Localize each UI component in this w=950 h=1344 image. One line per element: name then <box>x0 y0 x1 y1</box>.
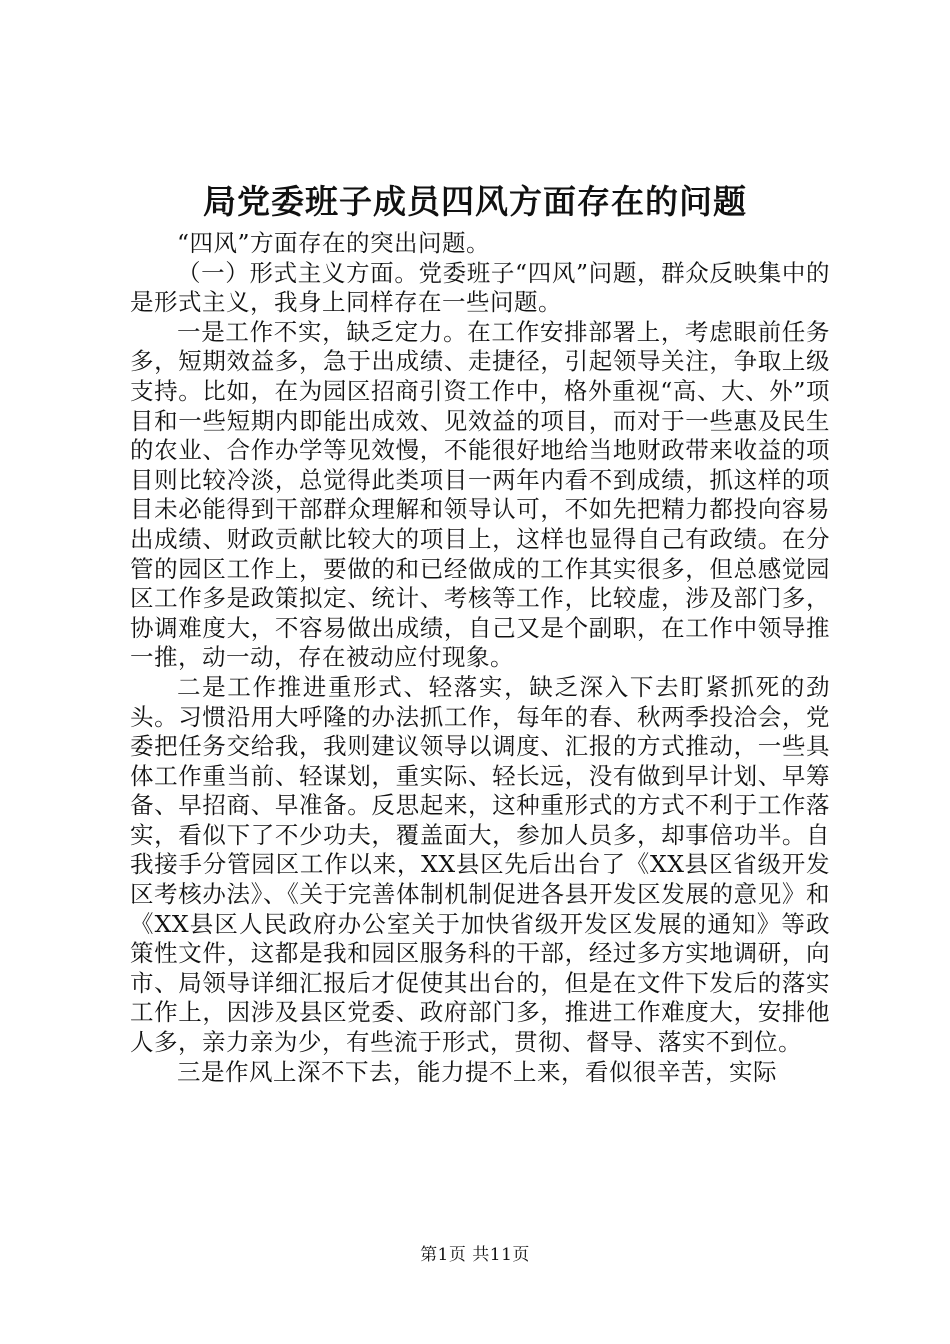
paragraph-point-three: 三是作风上深不下去，能力提不上来，看似很辛苦，实际 <box>177 1057 777 1086</box>
page-number-footer: 第1页 共11页 <box>420 1245 530 1265</box>
paragraph-formalism-intro: （一）形式主义方面。党委班子“四风”问题，群众反映集中的是形式主义，我身上同样存在一些问题。 <box>130 258 830 317</box>
document-title: 局党委班子成员四风方面存在的问题 <box>203 182 747 221</box>
document-body <box>130 229 830 1087</box>
paragraph-point-two: 二是工作推进重形式、轻落实，缺乏深入下去盯紧抓死的劲头。习惯沿用大呼隆的办法抓工作，每年的春、秋两季投洽会，党委把任务交给我，我则建议领导以调度、汇报的方式推动，一些具体工作重当前、轻谋划，重实际、轻长远，没有做到早计划、早筹备、早招商、早准备。反思起来，这种重形式的方式不利于工作落实，看似下了不少功夫，覆盖面大，参加人员多，却事倍功半。自我接手分管园区工作以来，XX县区先后出台了《XX县区省级开发区考核办法》、《关于完善体制机制促进各县开发区发展的意见》和《XX县区人民政府办公室关于加快省级开发区发展的通知》等政策性文件，这都是我和园区服务科的干部，经过多方实地调研，向市、局领导详细汇报后才促使其出台的，但是在文件下发后的落实工作上，因涉及县区党委、政府部门多，推进工作难度大，安排他人多，亲力亲为少，有些流于形式，贯彻、督导、落实不到位。 <box>130 672 830 1057</box>
paragraph-heading: “四风”方面存在的突出问题。 <box>177 229 491 257</box>
paragraph-point-one: 一是工作不实，缺乏定力。在工作安排部署上，考虑眼前任务多，短期效益多，急于出成绩、走捷径，引起领导关注，争取上级支持。比如，在为园区招商引资工作中，格外重视“高、大、外”项目和一些短期内即能出成效、见效益的项目，而对于一些惠及民生的农业、合作办学等见效慢，不能很好地给当地财政带来收益的项目则比较冷淡，总觉得此类项目一两年内看不到成绩，抓这样的项目未必能得到干部群众理解和领导认可，不如先把精力都投向容易出成绩、财政贡献比较大的项目上，这样也显得自己有政绩。在分管的园区工作上，要做的和已经做成的工作其实很多，但总感觉园区工作多是政策拟定、统计、考核等工作，比较虚，涉及部门多，协调难度大，不容易做出成绩，自己又是个副职，在工作中领导推一推，动一动，存在被动应付现象。 <box>130 317 830 672</box>
